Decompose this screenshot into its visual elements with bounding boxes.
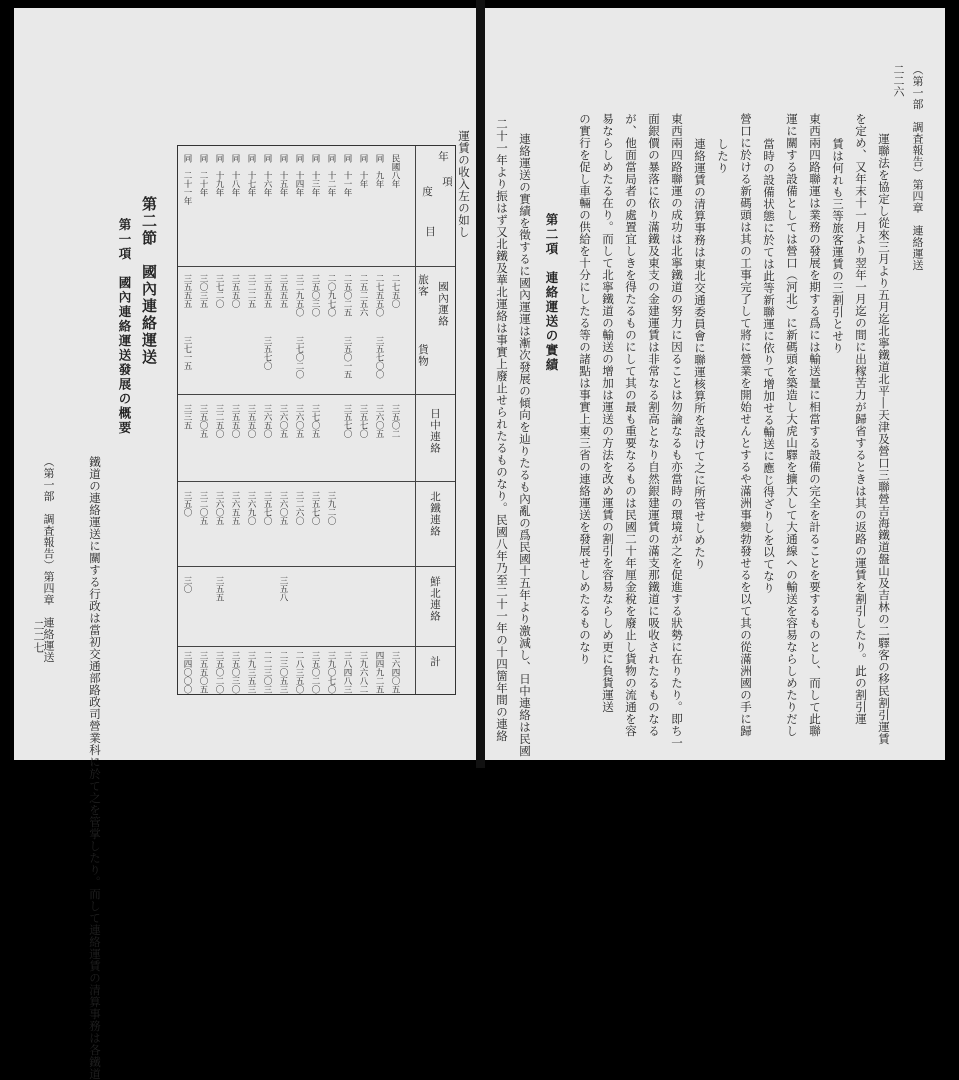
body-line: 營口に於ける新碼頭は其の工事完了して將に營業を開始せんとするや滿洲事變勃發せるを以て其の從滿洲國の手に歸 bbox=[739, 113, 753, 737]
table-cell-japan-china: 三五七〇 bbox=[358, 404, 368, 438]
table-cell-year: 同 二十一年 bbox=[182, 154, 192, 205]
body-line: 賃は何れも三等旅客運賃の三割引とせり bbox=[831, 138, 845, 354]
page-number-right: 二二六 bbox=[892, 64, 905, 97]
table-cell-freight: 三五〇一五 bbox=[342, 336, 352, 379]
body-line: を定め、又年末十一月より翌年一月迄の間に出稼苦力が歸省するときは其の返路の運賃を割引したり。此の割引運 bbox=[854, 113, 868, 725]
book-gutter bbox=[476, 0, 485, 768]
table-cell-passenger: 三五五〇 bbox=[230, 274, 240, 308]
table-cell-japan-china: 三五〇五 bbox=[198, 404, 208, 438]
table-cell-year: 同 十年 bbox=[358, 154, 368, 188]
table-cell-freight: 三七一五 bbox=[182, 336, 192, 370]
table-cell-passenger: 三五五五 bbox=[262, 274, 272, 308]
table-cell-north-rail: 三六〇五 bbox=[278, 491, 288, 525]
table-cell-japan-china: 三六五〇 bbox=[262, 404, 272, 438]
table-cell-total: 三九〇七〇 bbox=[326, 651, 336, 694]
table-cell-passenger: 二七五五〇 bbox=[374, 274, 384, 317]
table-cell-passenger: 二〇九七〇 bbox=[326, 274, 336, 317]
body-line: 面銀價の暴落に依り滿鐵及東支の金建運賃は非常なる割高となり自然銀建運賃の滿支那鐵道に吸收されたるものなる bbox=[647, 113, 661, 737]
body-line: 當時の設備状態に於ては此等新聯運に依りて增加せる輸送に應じ得ざりしを以てなり bbox=[762, 138, 776, 594]
table-rule bbox=[178, 266, 455, 267]
body-line: 連絡運賃の清算事務は東北交通委員會に聯運核算所を設けて之に所管せしめたり bbox=[693, 138, 707, 570]
body-line: が、他面當局者の處置宜しきを得たるものにして其の最も重要なるものは民國二十年厘金稅を廢止し貨物の流通を容 bbox=[624, 113, 638, 737]
table-cell-total: 二八三五〇 bbox=[294, 651, 304, 694]
total-col-label: 計 bbox=[429, 656, 441, 668]
corner-item-label: 項 bbox=[441, 176, 453, 188]
page-number-left: 二二七 bbox=[32, 620, 45, 653]
table-cell-passenger: 二七五〇 bbox=[390, 274, 400, 308]
table-cell-korea-north: 三五八 bbox=[278, 576, 288, 602]
table-cell-north-rail: 三二六〇 bbox=[294, 491, 304, 525]
body-line: 運聯法を協定し從來三月より五月迄北寧鐵道北平―天津及營口三聯營吉海鐵道盤山及吉林の二驛客の移民割引運賃 bbox=[877, 133, 891, 745]
table-cell-total: 三八四八三 bbox=[342, 651, 352, 694]
table-cell-year: 同 十五年 bbox=[278, 154, 288, 197]
table-cell-north-rail: 三五〇 bbox=[182, 491, 192, 517]
table-cell-total: 三五〇二〇 bbox=[310, 651, 320, 694]
footer-running-head: （第一部 調査報告）第四章 連絡運送 bbox=[42, 456, 55, 663]
table-cell-freight: 三七〇二〇 bbox=[294, 336, 304, 379]
japan-china-col-label: 日中連絡 bbox=[429, 408, 441, 454]
table-intro: 運賃の收入左の如し bbox=[457, 130, 471, 238]
table-cell-north-rail: 三五七〇 bbox=[310, 491, 320, 525]
table-cell-total: 二二三〇三 bbox=[262, 651, 272, 694]
body-line: したり bbox=[716, 138, 730, 174]
table-cell-japan-china: 三六〇五 bbox=[278, 404, 288, 438]
table-cell-year: 同 九年 bbox=[374, 154, 384, 188]
table-cell-japan-china: 三三五 bbox=[182, 404, 192, 430]
table-cell-year: 同 十六年 bbox=[262, 154, 272, 197]
table-cell-total: 三九六八二 bbox=[358, 651, 368, 694]
table-cell-north-rail: 三五七〇 bbox=[262, 491, 272, 525]
body-line: 東西兩四路聯運は業務の發展を期する爲には輸送量に相當する設備の完全を計ることを要するものとし、而して此聯 bbox=[808, 113, 822, 737]
table-cell-passenger: 三五〇三〇 bbox=[310, 274, 320, 317]
corner-year-label: 年 bbox=[437, 151, 449, 163]
table-rule bbox=[178, 566, 455, 567]
table-cell-japan-china: 三二五〇 bbox=[214, 404, 224, 438]
table-cell-north-rail: 三六〇五 bbox=[214, 491, 224, 525]
table-cell-total: 三九三五三 bbox=[246, 651, 256, 694]
corner-degree-label: 度 bbox=[421, 186, 433, 198]
table-cell-year: 同 十七年 bbox=[246, 154, 256, 197]
table-cell-total: 三五〇三〇 bbox=[230, 651, 240, 694]
table-cell-passenger: 三五五五 bbox=[182, 274, 192, 308]
left-page bbox=[14, 8, 476, 1080]
table-cell-japan-china: 三六〇五 bbox=[374, 404, 384, 438]
table-rule bbox=[178, 646, 455, 647]
table-cell-freight: 三五七〇〇 bbox=[374, 336, 384, 379]
table-cell-north-rail: 三九二〇 bbox=[326, 491, 336, 525]
table-cell-total: 四四九二五 bbox=[374, 651, 384, 694]
table-cell-year: 同 十二年 bbox=[326, 154, 336, 197]
table-cell-passenger: 三五五五 bbox=[278, 274, 288, 308]
passenger-col-label: 旅客 bbox=[417, 274, 429, 297]
table-cell-year: 民國八年 bbox=[390, 154, 400, 188]
subsection-title: 第一項 國內連絡運送發展の概要 bbox=[117, 218, 132, 436]
table-rule bbox=[415, 146, 416, 694]
table-cell-japan-china: 三七〇五 bbox=[310, 404, 320, 438]
table-cell-north-rail: 三六九〇 bbox=[246, 491, 256, 525]
north-rail-col-label: 北鐵連絡 bbox=[429, 491, 441, 537]
table-cell-year: 同 十一年 bbox=[342, 154, 352, 197]
revenue-table bbox=[177, 145, 456, 695]
table-cell-total: 三六四〇五 bbox=[390, 651, 400, 694]
body-line: 易ならしめたる在り。而して北寧鐵道の輸送の增加は運送の方法を改め運賃の割引を容易ならしめ更に負貨運送 bbox=[601, 113, 615, 713]
table-cell-year: 同 十八年 bbox=[230, 154, 240, 197]
table-cell-passenger: 三二九五〇 bbox=[294, 274, 304, 317]
freight-col-label: 貨物 bbox=[417, 344, 429, 367]
table-cell-japan-china: 三五五〇 bbox=[246, 404, 256, 438]
table-cell-passenger: 三〇三五 bbox=[198, 274, 208, 308]
table-cell-year: 同 二十年 bbox=[198, 154, 208, 197]
corner-item-label-2: 目 bbox=[424, 226, 436, 238]
table-cell-passenger: 二五二五六 bbox=[358, 274, 368, 317]
table-cell-north-rail: 三二〇五 bbox=[198, 491, 208, 525]
table-cell-korea-north: 三五五 bbox=[214, 576, 224, 602]
table-rule bbox=[178, 481, 455, 482]
table-cell-passenger: 三七二〇 bbox=[214, 274, 224, 308]
korea-north-col-label: 鮮北連絡 bbox=[429, 576, 441, 622]
table-cell-total: 三四〇〇〇 bbox=[182, 651, 192, 694]
body-line: 運に關する設備としては營口（河北）に新碼頭を築造し大虎山驛を擴大して大通線への輸送を容易ならしめたりだし bbox=[785, 113, 799, 737]
table-cell-japan-china: 三五〇二 bbox=[390, 404, 400, 438]
body-line: 二十一年より振はず又北鐵及華北運絡は事實上廢止せられたるものなり。民國八年乃至二十一年の十四箇年間の連絡 bbox=[495, 118, 509, 742]
table-cell-total: 三五〇二〇 bbox=[214, 651, 224, 694]
table-cell-freight: 三五七〇 bbox=[262, 336, 272, 370]
table-cell-year: 同 十九年 bbox=[214, 154, 224, 197]
right-page bbox=[485, 8, 945, 760]
body-line: 東西兩四路聯運の成功は北寧鐵道の努力に因ることは勿論なるも亦當時の環境が之を促進する狀勢に在りたり。即ち一 bbox=[670, 113, 684, 749]
section-title: 第二節 國內連絡運送 bbox=[140, 196, 158, 366]
table-cell-north-rail: 三六五五 bbox=[230, 491, 240, 525]
body-line-1: 鐵道の連絡運送に關する行政は當初交通部路政司營業科に於て之を管掌したり。而して連絡運賃の清算事務は各鐵道 bbox=[88, 456, 102, 1080]
domestic-group-label: 國內運絡 bbox=[437, 281, 449, 327]
table-cell-korea-north: 三〇 bbox=[182, 576, 192, 593]
table-cell-japan-china: 三六〇五 bbox=[294, 404, 304, 438]
table-cell-year: 同 十三年 bbox=[310, 154, 320, 197]
table-cell-japan-china: 三五五〇 bbox=[230, 404, 240, 438]
table-cell-japan-china: 三五七〇 bbox=[342, 404, 352, 438]
table-cell-year: 同 十四年 bbox=[294, 154, 304, 197]
body-line: の實行を促し車輛の供給を十分にしたる等の諸點は事實上東三省の連絡運送を發展せしめたるものなり bbox=[578, 113, 592, 665]
table-cell-total: 二三〇五三 bbox=[278, 651, 288, 694]
table-cell-passenger: 三二二五 bbox=[246, 274, 256, 308]
subsection-title-2: 第二項 連絡運送の實績 bbox=[544, 213, 559, 373]
table-cell-passenger: 二五〇二五 bbox=[342, 274, 352, 317]
body-line: 連絡運送の實績を徵するに國內運運は漸次發展の傾向を辿りたるも內亂の爲民國十五年より激減し、日中連絡は民國 bbox=[518, 133, 532, 757]
table-cell-total: 三五五〇五 bbox=[198, 651, 208, 694]
running-head-right: （第一部 調査報告）第四章 連絡運送 bbox=[911, 64, 924, 271]
